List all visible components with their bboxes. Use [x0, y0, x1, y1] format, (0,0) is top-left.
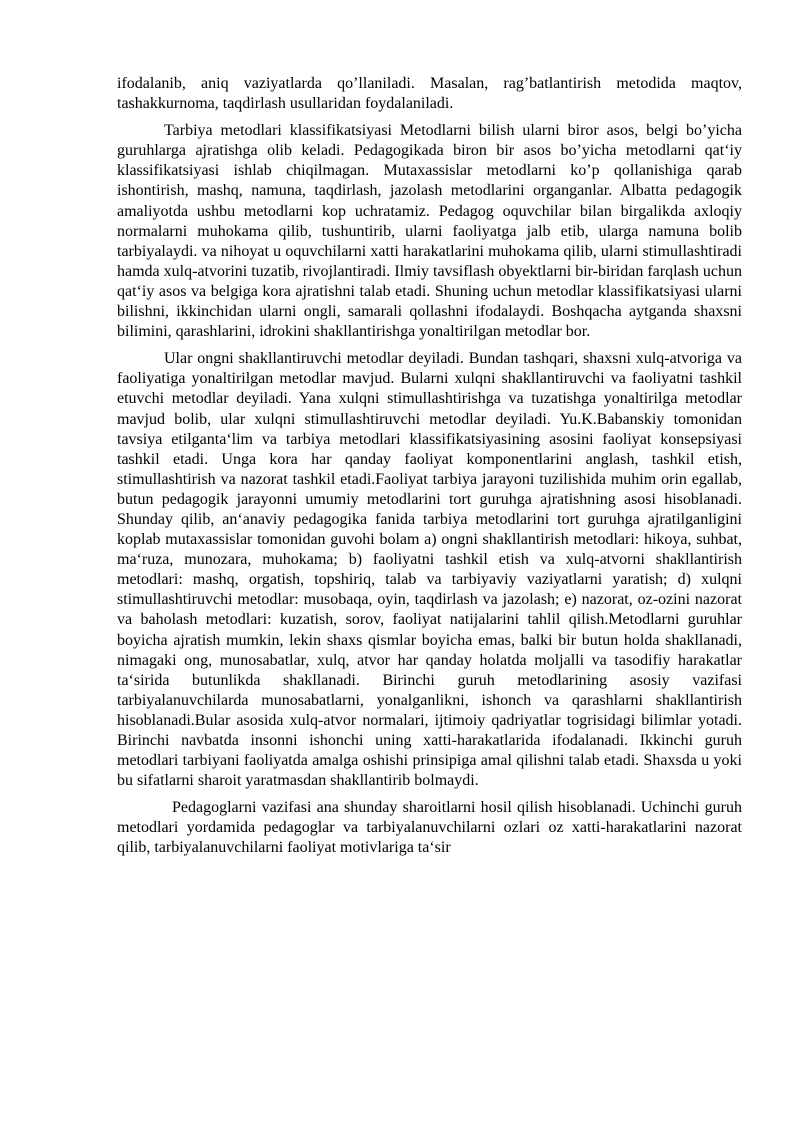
paragraph-classification: Tarbiya metodlari klassifikatsiyasi Metodlarni bilish ularni biror asos, belgi bo’yicha guruhlarga ajratishga olib keladi. Pedagogikada biron bir asos bo’yicha metodlarni qat‘iy klassifikatsiyasi ishlab chiqilmagan. Mutaxassislar metodlarni ko’p qollanishiga qarab ishontirish, mashq, namuna, taqdirlash, jazolash metodlarini organganlar. Albatta pedagogik amaliyotda ushbu metodlarni kop uchratamiz. Pedagog oquvchilar bilan birgalikda axloqiy normalarni muhokama qilib, tushuntirib, ularni faoliyatga jalb etib, ularga namuna bolib tarbiyalaydi. va nihoyat u oquvchilarni xatti harakatlarini muhokama qilib, ularni stimullashtiradi hamda xulq-atvorini tuzatib, rivojlantiradi. Ilmiy tavsiflash obyektlarni bir-biridan farqlash uchun qat‘iy asos va belgiga kora ajratishni talab etadi. Shuning uchun metodlar klassifikatsiyasi ularni bilishni, ikkinchidan ularni ongli, samarali qollashni ifodalaydi. Boshqacha aytganda shaxsni bilimini, qarashlarini, idrokini shakllantirishga yonaltirilgan metodlar bor.: [117, 122, 742, 341]
paragraph-continuation: ifodalanib, aniq vaziyatlarda qo’llaniladi. Masalan, rag’batlantirish metodida maqtov, tashakkurnoma, taqdirlash usullaridan foydalaniladi.: [117, 75, 742, 113]
paragraph-method-groups: Ular ongni shakllantiruvchi metodlar deyiladi. Bundan tashqari, shaxsni xulq-atvoriga va faoliyatiga yonaltirilgan metodlar mavjud. Bularni xulqni shakllantiruvchi va faoliyatni tashkil etuvchi metodlar deyiladi. Yana xulqni stimullashtirishga va tuzatishga yonaltirilga metodlar mavjud bolib, ular xulqni stimullashtiruvchi metodlar deyiladi. Yu.K.Babanskiy tomonidan tavsiya etilganta‘lim va tarbiya metodlari klassifikatsiyasining asosini faoliyat konsepsiyasi tashkil etadi. Unga kora har qanday faoliyat komponentlarini anglash, tashkil etish, stimullashtirish va nazorat tashkil etadi.Faoliyat tarbiya jarayoni tuzilishida muhim orin egallab, butun pedagogik jarayonni umumiy metodlarini tort guruhga ajratishning asosi hisoblanadi. Shunday qilib, an‘anaviy pedagogika fanida tarbiya metodlarini tort guruhga ajratilganligini koplab mutaxassislar tomonidan guvohi bolam a) ongni shakllantirish metodlari: hikoya, suhbat, ma‘ruza, munozara, muhokama; b) faoliyatni tashkil etish va xulq-atvorni shakllantirish metodlari: mashq, orgatish, topshiriq, talab va tarbiyaviy vaziyatlarni yaratish; d) xulqni stimullashtiruvchi metodlar: musobaqa, oyin, taqdirlash va jazolash; e) nazorat, oz-ozini nazorat va baholash metodlari: kuzatish, sorov, faoliyat natijalarini tahlil qilish.Metodlarni guruhlar boyicha ajratish mumkin, lekin shaxs qismlar boyicha emas, balki bir butun holda shakllanadi, nimagaki ong, munosabatlar, xulq, atvor har qanday holatda moljalli va tasodifiy harakatlar ta‘sirida butunlikda shakllanadi. Birinchi guruh metodlarining asosiy vazifasi tarbiyalanuvchilarda munosabatlarni, yonalganlikni, ishonch va qarashlarni shakllantirish hisoblanadi.Bular asosida xulq-atvor normalari, ijtimoiy qadriyatlar togrisidagi bilimlar yotadi. Birinchi navbatda insonni ishonchi uning xatti-harakatlarida ifodalanadi. Ikkinchi guruh metodlari tarbiyani faoliyatda amalga oshishi prinsipiga amal qilishni talab etadi. Shaxsda u yoki bu sifatlarni sharoit yaratmasdan shakllantirib bolmaydi.: [117, 350, 742, 790]
document-body: [117, 74, 742, 866]
paragraph-teacher-task: Pedagoglarni vazifasi ana shunday sharoitlarni hosil qilish hisoblanadi. Uchinchi guruh metodlari yordamida pedagoglar va tarbiyalanuvchilarni ozlari oz xatti-harakatlarini nazorat qilib, tarbiyalanuvchilarni faoliyat motivlariga ta‘sir: [117, 799, 742, 857]
